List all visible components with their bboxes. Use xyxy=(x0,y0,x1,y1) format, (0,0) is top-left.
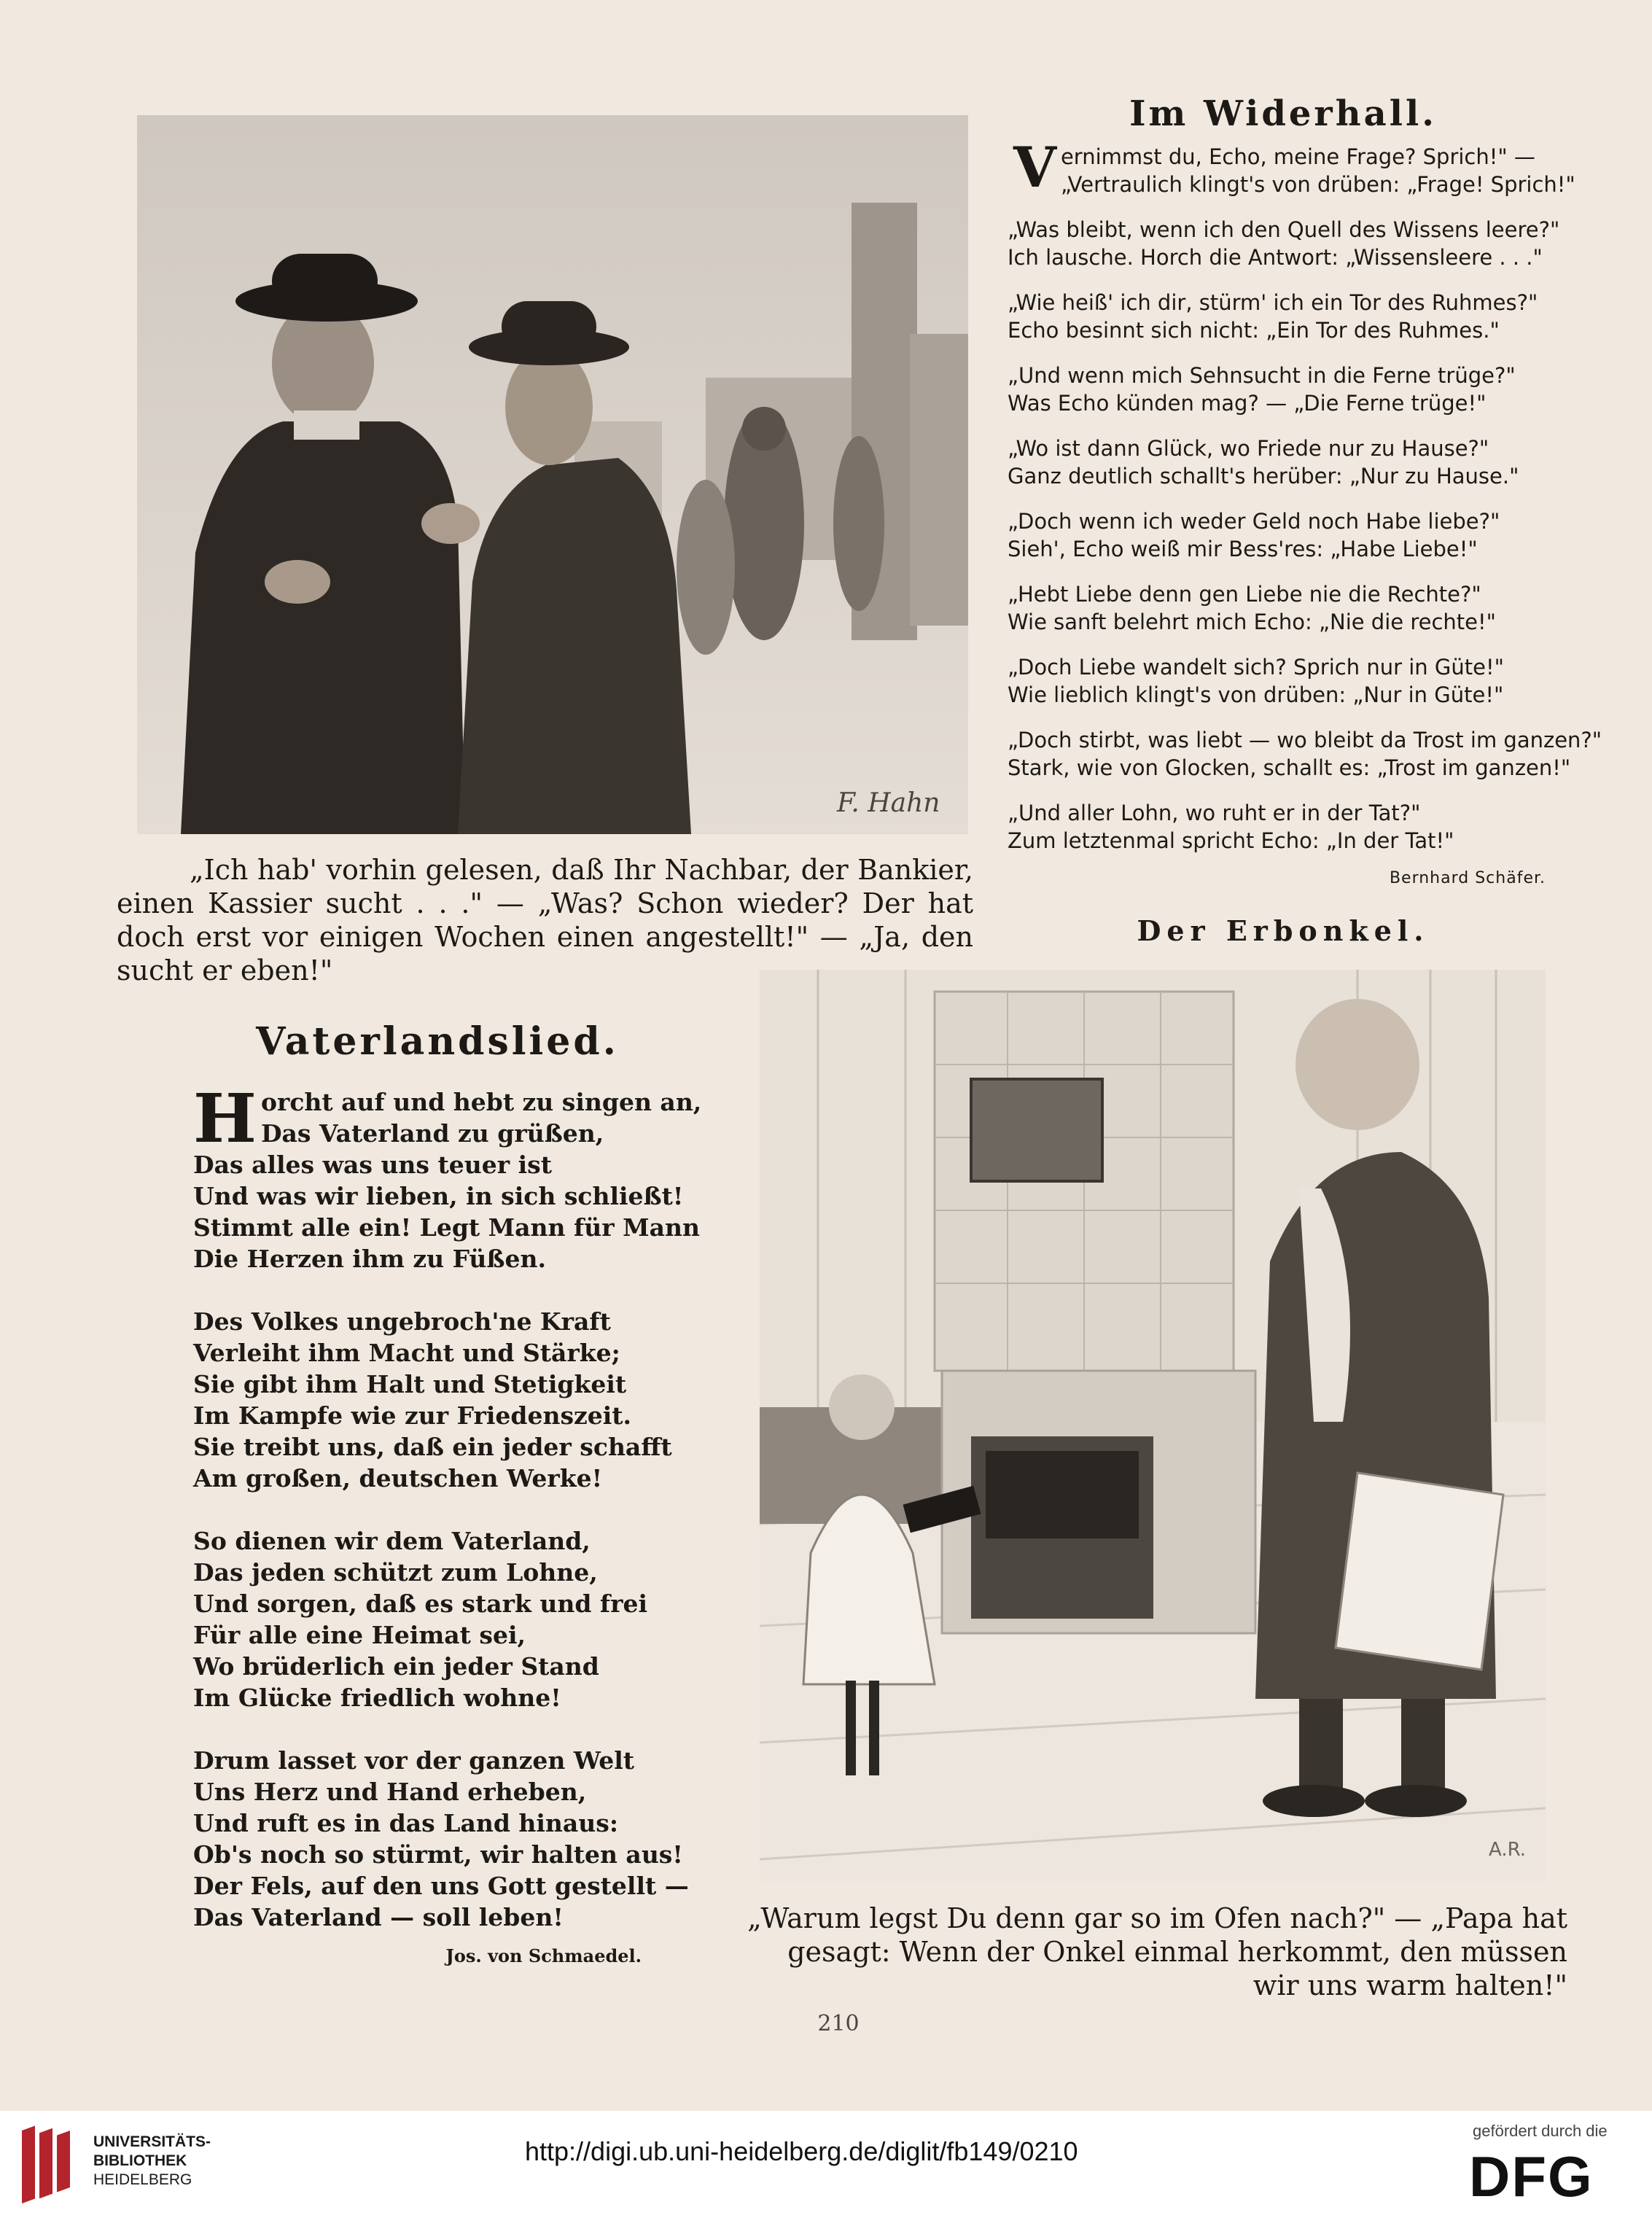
poem-widerhall xyxy=(1008,135,1602,872)
poem-line: „Wo ist dann Glück, wo Friede nur zu Hause?" xyxy=(1008,436,1489,461)
poem-line: Wo brüderlich ein jeder Stand xyxy=(193,1652,599,1681)
stanza xyxy=(1008,135,1575,200)
poem-line: Die Herzen ihm zu Füßen. xyxy=(193,1245,546,1273)
stanza xyxy=(1008,580,1562,636)
poem-line: Stimmt alle ein! Legt Mann für Mann xyxy=(193,1213,700,1242)
poem-line: „Hebt Liebe denn gen Liebe nie die Rechte?" xyxy=(1008,582,1481,607)
poem-line: „Vertraulich klingt's von drüben: „Frage! Sprich!" xyxy=(1060,172,1575,197)
poem-line: Im Glücke friedlich wohne! xyxy=(193,1684,561,1712)
poem-line: Sie gibt ihm Halt und Stetigkeit xyxy=(193,1370,627,1398)
poem-line: Was Echo künden mag? — „Die Ferne trüge!" xyxy=(1008,391,1487,416)
poem-line: Und ruft es in das Land hinaus: xyxy=(193,1809,619,1837)
library-line: UNIVERSITÄTS- xyxy=(93,2133,211,2150)
poem-line: Ich lausche. Horch die Antwort: „Wissensleere . . ." xyxy=(1008,245,1543,270)
stanza xyxy=(1008,726,1602,782)
dropcap: V xyxy=(1013,135,1056,200)
stanza xyxy=(193,1745,718,1933)
poem-line: Sie treibt uns, daß ein jeder schafft xyxy=(193,1433,672,1461)
author-widerhall: Bernhard Schäfer. xyxy=(1389,869,1546,887)
poem-title-vaterlandslied: Vaterlandslied. xyxy=(256,1019,619,1064)
poem-line: „Doch Liebe wandelt sich? Sprich nur in Güte!" xyxy=(1008,655,1504,680)
poem-line: „Und aller Lohn, wo ruht er in der Tat?" xyxy=(1008,801,1421,825)
title-erbonkel: Der Erbonkel. xyxy=(1137,914,1430,947)
dropcap: H xyxy=(193,1079,257,1158)
poem-line: Das jeden schützt zum Lohne, xyxy=(193,1558,598,1587)
poem-line: „Was bleibt, wenn ich den Quell des Wissens leere?" xyxy=(1008,217,1560,242)
illustration-signature: F. Hahn xyxy=(837,788,940,818)
stanza xyxy=(1008,435,1562,490)
dfg-logo[interactable]: DFG xyxy=(1469,2144,1594,2209)
stanza xyxy=(1008,362,1562,417)
stanza xyxy=(1008,216,1562,271)
poem-title-widerhall: Im Widerhall. xyxy=(1129,93,1437,134)
poem-line: Drum lasset vor der ganzen Welt xyxy=(193,1746,635,1775)
poem-line: Stark, wie von Glocken, schallt es: „Trost im ganzen!" xyxy=(1008,755,1571,780)
poem-line: Ganz deutlich schallt's herüber: „Nur zu Hause." xyxy=(1008,464,1519,489)
caption-top: „Ich hab' vorhin gelesen, daß Ihr Nachbar, der Bankier, einen Kassier sucht . . ." — „Was? Schon wieder? Der hat doch erst vor einigen Wochen einen angestellt!" — „Ja, den sucht er eben!" xyxy=(117,854,973,986)
poem-line: Der Fels, auf den uns Gott gestellt — xyxy=(193,1872,689,1900)
document-url-link[interactable]: http://digi.ub.uni-heidelberg.de/diglit/fb149/0210 xyxy=(525,2136,1078,2166)
author-vaterland: Jos. von Schmaedel. xyxy=(445,1945,642,1966)
caption-erbonkel: „Warum legst Du denn gar so im Ofen nach?" — „Papa hat gesagt: Wenn der Onkel einmal herkommt, den müssen wir uns warm halten!" xyxy=(747,1902,1567,2001)
stanza xyxy=(1008,507,1562,563)
illustration-signature: A.R. xyxy=(1489,1839,1526,1861)
university-library-logo-icon[interactable] xyxy=(16,2125,82,2211)
poem-line: orcht auf und hebt zu singen an, xyxy=(260,1088,702,1116)
stanza xyxy=(193,1525,718,1713)
library-line: HEIDELBERG xyxy=(93,2171,192,2188)
funded-by-label: gefördert durch die xyxy=(1473,2122,1608,2140)
poem-line: Echo besinnt sich nicht: „Ein Tor des Ruhmes." xyxy=(1008,318,1500,343)
poem-line: Sieh', Echo weiß mir Bess'res: „Habe Liebe!" xyxy=(1008,537,1478,561)
poem-line: Ob's noch so stürmt, wir halten aus! xyxy=(193,1840,683,1869)
poem-line: Das Vaterland — soll leben! xyxy=(193,1903,564,1931)
stanza xyxy=(1008,799,1562,855)
poem-line: „Und wenn mich Sehnsucht in die Ferne trüge?" xyxy=(1008,363,1516,388)
poem-line: Und was wir lieben, in sich schließt! xyxy=(193,1182,684,1210)
library-line: BIBLIOTHEK xyxy=(93,2152,187,2169)
illustration-girl-stove-uncle xyxy=(760,970,1546,1881)
poem-line: Für alle eine Heimat sei, xyxy=(193,1621,526,1649)
poem-line: „Wie heiß' ich dir, stürm' ich ein Tor des Ruhmes?" xyxy=(1008,290,1538,315)
poem-line: Im Kampfe wie zur Friedenszeit. xyxy=(193,1401,632,1430)
poem-line: Verleiht ihm Macht und Stärke; xyxy=(193,1339,620,1367)
poem-line: Des Volkes ungebroch'ne Kraft xyxy=(193,1307,611,1336)
poem-line: Wie sanft belehrt mich Echo: „Nie die rechte!" xyxy=(1008,610,1496,634)
poem-line: Und sorgen, daß es stark und frei xyxy=(193,1589,648,1618)
poem-line: Am großen, deutschen Werke! xyxy=(193,1464,603,1493)
stanza xyxy=(1008,289,1562,344)
stanza xyxy=(193,1306,718,1494)
poem-line: Das Vaterland zu grüßen, xyxy=(260,1119,604,1148)
illustration-two-men xyxy=(137,115,968,834)
library-name xyxy=(93,2133,211,2190)
poem-line: Uns Herz und Hand erheben, xyxy=(193,1778,587,1806)
poem-line: „Doch stirbt, was liebt — wo bleibt da Trost im ganzen?" xyxy=(1008,728,1602,752)
poem-line: Zum letztenmal spricht Echo: „In der Tat!" xyxy=(1008,828,1454,853)
page-number: 210 xyxy=(817,2011,860,2036)
poem-line: „Doch wenn ich weder Geld noch Habe liebe?" xyxy=(1008,509,1500,534)
stanza xyxy=(1008,653,1562,709)
poem-vaterlandslied xyxy=(193,1079,718,1964)
poem-line: ernimmst du, Echo, meine Frage? Sprich!" — xyxy=(1060,144,1535,169)
poem-line: Wie lieblich klingt's von drüben: „Nur in Güte!" xyxy=(1008,682,1504,707)
poem-line: So dienen wir dem Vaterland, xyxy=(193,1527,591,1555)
poem-line: Das alles was uns teuer ist xyxy=(193,1151,552,1179)
stanza xyxy=(193,1079,718,1274)
footer-bar xyxy=(0,2111,1652,2226)
